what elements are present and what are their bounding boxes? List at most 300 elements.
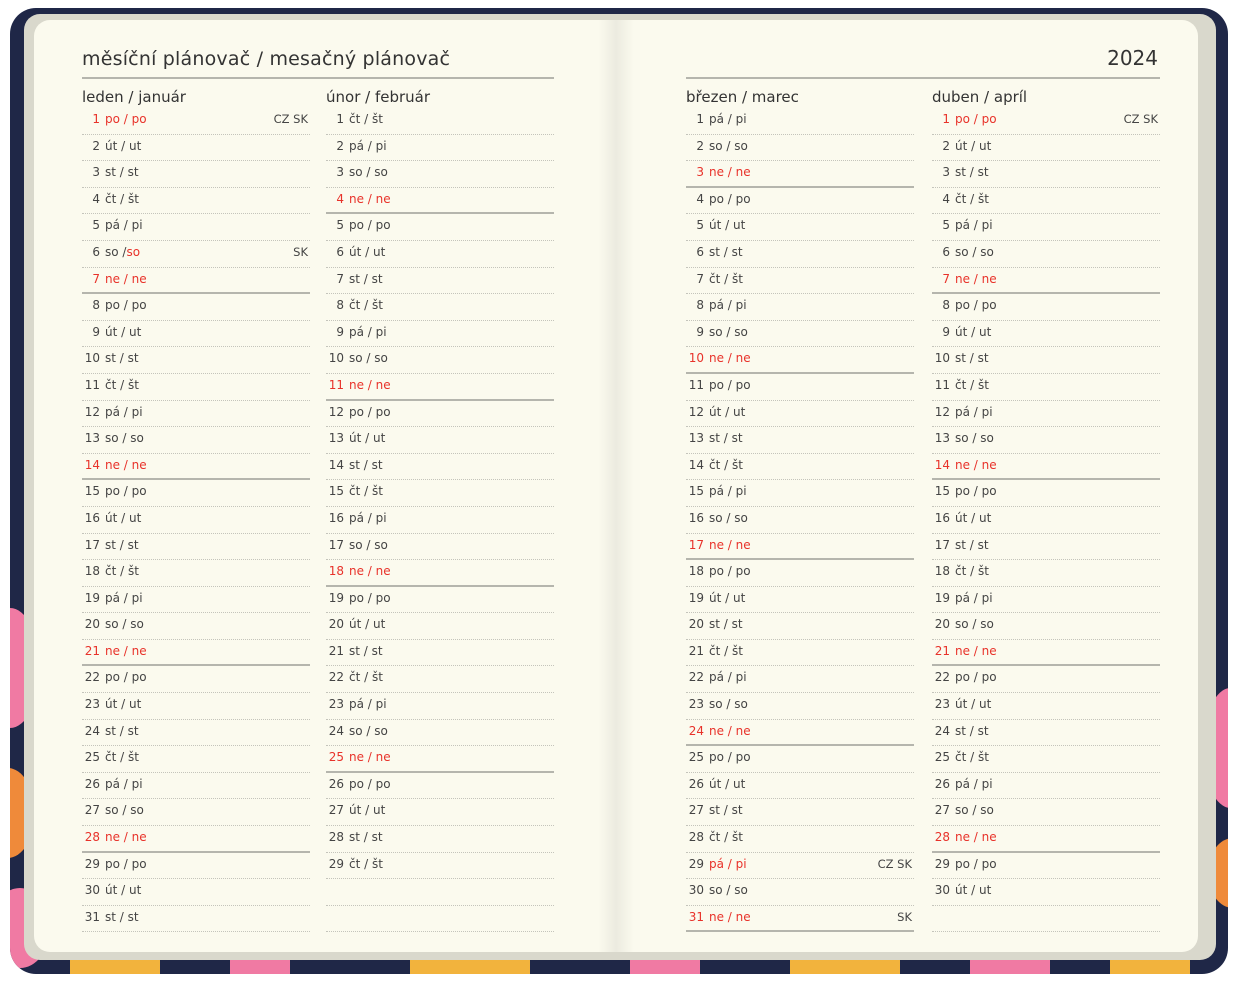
day-number: 18 <box>328 564 344 579</box>
day-number: 10 <box>688 351 704 366</box>
weekday-label: čt / št <box>105 377 139 392</box>
day-row[interactable] <box>686 268 914 295</box>
day-row[interactable] <box>686 135 914 162</box>
day-row[interactable] <box>326 108 554 135</box>
day-row[interactable] <box>686 241 914 268</box>
day-row[interactable] <box>686 161 914 188</box>
day-number: 2 <box>336 138 344 153</box>
day-row[interactable] <box>326 480 554 507</box>
day-row[interactable] <box>82 560 310 587</box>
day-number: 3 <box>696 165 704 180</box>
day-number: 15 <box>934 484 950 499</box>
weekday-label: pá / pi <box>105 776 143 791</box>
day-number: 4 <box>336 191 344 206</box>
day-row[interactable] <box>932 720 1160 747</box>
weekday-label: ne / ne <box>955 271 997 286</box>
day-number: 11 <box>84 377 100 392</box>
day-number: 11 <box>688 377 704 392</box>
month-column-february <box>326 86 554 932</box>
weekday-label: pá / pi <box>105 404 143 419</box>
day-row[interactable] <box>326 560 554 587</box>
day-number: 24 <box>84 723 100 738</box>
day-number: 15 <box>328 484 344 499</box>
cover-pattern-stripe <box>630 960 700 974</box>
day-row[interactable] <box>82 347 310 374</box>
day-number: 3 <box>336 165 344 180</box>
weekday-label: st / st <box>709 431 743 446</box>
day-row[interactable] <box>326 773 554 800</box>
day-row[interactable] <box>686 666 914 693</box>
day-number: 23 <box>688 697 704 712</box>
day-row[interactable] <box>82 188 310 215</box>
day-row[interactable] <box>932 401 1160 428</box>
weekday-label: so / so <box>105 431 144 446</box>
weekday-label: út / ut <box>105 510 142 525</box>
day-row[interactable] <box>82 906 310 933</box>
weekday-label: po / po <box>349 590 391 605</box>
day-row[interactable] <box>326 427 554 454</box>
day-number: 7 <box>696 271 704 286</box>
day-row[interactable] <box>326 587 554 614</box>
day-row[interactable] <box>686 906 914 933</box>
weekday-label: po / po <box>349 776 391 791</box>
day-number: 21 <box>84 643 100 658</box>
day-number: 21 <box>934 643 950 658</box>
day-number: 31 <box>688 909 704 924</box>
day-number: 22 <box>328 670 344 685</box>
weekday-label: út / ut <box>105 697 142 712</box>
day-number: 16 <box>84 510 100 525</box>
day-row[interactable] <box>686 480 914 507</box>
weekday-label: st / st <box>105 537 139 552</box>
day-number: 5 <box>696 218 704 233</box>
day-number: 9 <box>336 324 344 339</box>
weekday-label: čt / št <box>349 298 383 313</box>
weekday-label: st / st <box>709 617 743 632</box>
weekday-label: pá / pi <box>349 697 387 712</box>
day-row[interactable] <box>326 826 554 853</box>
day-number: 22 <box>934 670 950 685</box>
day-row[interactable] <box>326 374 554 401</box>
day-row[interactable] <box>686 294 914 321</box>
day-row[interactable] <box>932 427 1160 454</box>
day-number: 14 <box>934 457 950 472</box>
weekday-label: st / st <box>349 457 383 472</box>
day-number: 21 <box>688 643 704 658</box>
day-row[interactable] <box>686 746 914 773</box>
weekday-label: pá / pi <box>349 510 387 525</box>
day-number: 9 <box>92 324 100 339</box>
weekday-label: pá / pi <box>709 670 747 685</box>
day-row[interactable] <box>82 427 310 454</box>
day-number: 1 <box>942 112 950 126</box>
day-number: 10 <box>934 351 950 366</box>
day-row[interactable] <box>82 480 310 507</box>
day-row[interactable] <box>82 720 310 747</box>
day-row[interactable] <box>686 321 914 348</box>
day-row[interactable] <box>326 534 554 561</box>
month-name: únor / február <box>326 88 431 106</box>
weekday-label: čt / št <box>349 856 383 871</box>
day-row[interactable] <box>326 879 554 906</box>
weekday-label: út / ut <box>105 883 142 898</box>
day-row[interactable] <box>932 480 1160 507</box>
weekday-label: st / st <box>709 803 743 818</box>
weekday-label: ne / ne <box>709 537 751 552</box>
day-number: 26 <box>688 776 704 791</box>
day-number: 20 <box>328 617 344 632</box>
day-row[interactable] <box>932 268 1160 295</box>
day-row[interactable] <box>932 613 1160 640</box>
day-row[interactable] <box>686 534 914 561</box>
day-row[interactable] <box>932 321 1160 348</box>
weekday-label: st / st <box>105 351 139 366</box>
day-row[interactable] <box>686 401 914 428</box>
day-row[interactable] <box>932 693 1160 720</box>
day-row[interactable] <box>82 693 310 720</box>
day-row[interactable] <box>326 507 554 534</box>
weekday-label: ne / ne <box>709 723 751 738</box>
day-row[interactable] <box>82 321 310 348</box>
day-row[interactable] <box>932 534 1160 561</box>
weekday-label: po / po <box>709 377 751 392</box>
weekday-label: st / st <box>955 165 989 180</box>
day-row[interactable] <box>932 746 1160 773</box>
day-number: 30 <box>688 883 704 898</box>
holiday-marker: CZ SK <box>273 112 308 126</box>
day-row[interactable] <box>932 666 1160 693</box>
day-row[interactable] <box>82 746 310 773</box>
day-number: 8 <box>92 298 100 313</box>
day-row[interactable] <box>326 454 554 481</box>
day-row[interactable] <box>82 507 310 534</box>
holiday-marker: SK <box>293 244 308 259</box>
day-number: 25 <box>934 750 950 765</box>
weekday-label: ne / ne <box>349 377 391 392</box>
day-row[interactable] <box>326 161 554 188</box>
day-row[interactable] <box>686 214 914 241</box>
day-number: 8 <box>696 298 704 313</box>
day-number: 13 <box>84 431 100 446</box>
day-row[interactable] <box>686 613 914 640</box>
day-number: 13 <box>688 431 704 446</box>
day-number: 19 <box>688 590 704 605</box>
day-number: 11 <box>934 377 950 392</box>
weekday-label: so / so <box>709 883 748 898</box>
day-row[interactable] <box>82 161 310 188</box>
day-number: 9 <box>696 324 704 339</box>
day-number: 22 <box>688 670 704 685</box>
weekday-label: út / ut <box>955 324 992 339</box>
weekday-label: čt / št <box>955 191 989 206</box>
weekday-label: so / so <box>349 723 388 738</box>
day-number: 25 <box>84 750 100 765</box>
day-row[interactable] <box>686 347 914 374</box>
day-number: 22 <box>84 670 100 685</box>
day-number: 4 <box>942 191 950 206</box>
day-row[interactable] <box>82 268 310 295</box>
day-number: 25 <box>328 750 344 765</box>
day-row[interactable] <box>82 374 310 401</box>
weekday-label: pá / pi <box>955 776 993 791</box>
day-row[interactable] <box>686 693 914 720</box>
day-row[interactable] <box>82 613 310 640</box>
weekday-label: po / po <box>709 191 751 206</box>
weekday-label: út / ut <box>349 803 386 818</box>
weekday-label: út / ut <box>349 617 386 632</box>
weekday-label: so / so <box>955 431 994 446</box>
day-number: 15 <box>84 484 100 499</box>
day-number: 9 <box>942 324 950 339</box>
day-row[interactable] <box>82 666 310 693</box>
day-row[interactable] <box>932 587 1160 614</box>
day-number: 27 <box>84 803 100 818</box>
weekday-label: st / st <box>105 723 139 738</box>
day-number: 1 <box>336 112 344 126</box>
day-row[interactable] <box>686 587 914 614</box>
month-column-march <box>686 86 914 932</box>
weekday-label: ne / ne <box>105 643 147 658</box>
weekday-label: so / so <box>955 803 994 818</box>
day-row[interactable] <box>82 879 310 906</box>
day-row[interactable] <box>82 454 310 481</box>
day-number: 29 <box>934 856 950 871</box>
weekday-label: ne / ne <box>709 909 751 924</box>
day-number: 20 <box>84 617 100 632</box>
day-number: 25 <box>688 750 704 765</box>
day-row[interactable] <box>686 560 914 587</box>
day-row[interactable] <box>326 666 554 693</box>
weekday-label: so / so <box>955 244 994 259</box>
day-number: 28 <box>328 830 344 845</box>
day-row[interactable] <box>82 853 310 880</box>
day-row[interactable] <box>932 640 1160 667</box>
weekday-label: so / so <box>349 165 388 180</box>
day-row[interactable] <box>82 108 310 135</box>
day-number: 23 <box>934 697 950 712</box>
day-row[interactable] <box>326 241 554 268</box>
holiday-marker: SK <box>897 909 912 924</box>
day-row[interactable] <box>326 613 554 640</box>
cover-pattern-stripe <box>410 960 530 974</box>
day-row[interactable] <box>82 401 310 428</box>
day-row[interactable] <box>326 906 554 933</box>
day-row[interactable] <box>82 799 310 826</box>
day-row[interactable] <box>686 879 914 906</box>
day-row[interactable] <box>932 879 1160 906</box>
day-number: 7 <box>942 271 950 286</box>
day-row[interactable] <box>326 799 554 826</box>
title-divider <box>82 77 554 79</box>
month-column-january <box>82 86 310 932</box>
day-row[interactable] <box>82 587 310 614</box>
weekday-label-sk: so <box>126 244 141 259</box>
weekday-label: ne / ne <box>709 165 751 180</box>
day-row[interactable] <box>326 321 554 348</box>
day-row[interactable] <box>932 161 1160 188</box>
day-number: 23 <box>84 697 100 712</box>
day-row[interactable] <box>932 560 1160 587</box>
day-row[interactable] <box>326 720 554 747</box>
day-number: 6 <box>696 244 704 259</box>
weekday-label: pá / pi <box>709 484 747 499</box>
day-row[interactable] <box>326 135 554 162</box>
day-row[interactable] <box>932 241 1160 268</box>
day-number: 19 <box>328 590 344 605</box>
cover-pattern-stripe <box>1110 960 1190 974</box>
day-number: 5 <box>336 218 344 233</box>
day-row[interactable] <box>326 401 554 428</box>
day-number: 16 <box>328 510 344 525</box>
day-number: 14 <box>688 457 704 472</box>
day-row[interactable] <box>932 294 1160 321</box>
weekday-label: čt / št <box>349 484 383 499</box>
weekday-label: so / <box>105 244 127 259</box>
weekday-label: čt / št <box>709 643 743 658</box>
weekday-label: pá / pi <box>105 218 143 233</box>
day-row[interactable] <box>326 347 554 374</box>
day-row[interactable] <box>932 799 1160 826</box>
day-row[interactable] <box>82 826 310 853</box>
weekday-label: so / so <box>105 617 144 632</box>
day-row[interactable] <box>326 693 554 720</box>
day-number: 10 <box>328 351 344 366</box>
weekday-label: út / ut <box>955 138 992 153</box>
day-number: 2 <box>942 138 950 153</box>
weekday-label: út / ut <box>349 431 386 446</box>
day-row[interactable] <box>932 214 1160 241</box>
day-number: 27 <box>934 803 950 818</box>
day-row[interactable] <box>82 534 310 561</box>
day-row[interactable] <box>326 294 554 321</box>
weekday-label: čt / št <box>955 377 989 392</box>
day-row[interactable] <box>686 427 914 454</box>
day-row[interactable] <box>326 853 554 880</box>
day-row[interactable] <box>686 720 914 747</box>
day-number: 18 <box>688 564 704 579</box>
weekday-label: čt / št <box>349 112 383 126</box>
day-row[interactable] <box>932 374 1160 401</box>
weekday-label: st / st <box>955 723 989 738</box>
weekday-label: út / ut <box>709 776 746 791</box>
day-number: 24 <box>688 723 704 738</box>
day-row[interactable] <box>932 188 1160 215</box>
day-number: 28 <box>934 830 950 845</box>
day-number: 5 <box>92 218 100 233</box>
weekday-label: pá / pi <box>955 404 993 419</box>
day-number: 13 <box>328 431 344 446</box>
weekday-label: po / po <box>105 856 147 871</box>
weekday-label: ne / ne <box>105 457 147 472</box>
day-row[interactable] <box>932 906 1160 933</box>
weekday-label: st / st <box>955 351 989 366</box>
day-row[interactable] <box>686 773 914 800</box>
weekday-label: ne / ne <box>955 457 997 472</box>
day-number: 19 <box>84 590 100 605</box>
day-number: 17 <box>328 537 344 552</box>
weekday-label: út / ut <box>955 883 992 898</box>
day-row[interactable] <box>932 347 1160 374</box>
day-number: 24 <box>934 723 950 738</box>
day-number: 7 <box>336 271 344 286</box>
day-row[interactable] <box>82 214 310 241</box>
day-row[interactable] <box>932 135 1160 162</box>
day-row[interactable] <box>82 241 310 268</box>
day-row[interactable] <box>932 108 1160 135</box>
year-label: 2024 <box>1107 46 1158 70</box>
day-number: 27 <box>328 803 344 818</box>
weekday-label: út / ut <box>709 590 746 605</box>
weekday-label: so / so <box>349 537 388 552</box>
weekday-label: út / ut <box>105 324 142 339</box>
day-number: 30 <box>84 883 100 898</box>
day-row[interactable] <box>686 454 914 481</box>
day-row[interactable] <box>82 135 310 162</box>
cover-pattern-stripe <box>70 960 160 974</box>
weekday-label: st / st <box>709 244 743 259</box>
day-row[interactable] <box>326 268 554 295</box>
day-row[interactable] <box>932 507 1160 534</box>
weekday-label: čt / št <box>349 670 383 685</box>
day-row[interactable] <box>932 773 1160 800</box>
day-number: 29 <box>84 856 100 871</box>
weekday-label: so / so <box>349 351 388 366</box>
weekday-label: čt / št <box>955 564 989 579</box>
weekday-label: út / ut <box>955 697 992 712</box>
day-number: 3 <box>942 165 950 180</box>
day-row[interactable] <box>326 746 554 773</box>
day-row[interactable] <box>686 853 914 880</box>
day-row[interactable] <box>932 454 1160 481</box>
day-row[interactable] <box>686 799 914 826</box>
weekday-label: čt / št <box>709 830 743 845</box>
day-row[interactable] <box>932 826 1160 853</box>
weekday-label: po / po <box>709 750 751 765</box>
day-row[interactable] <box>82 294 310 321</box>
weekday-label: so / so <box>709 510 748 525</box>
day-number: 4 <box>92 191 100 206</box>
day-row[interactable] <box>686 507 914 534</box>
day-number: 2 <box>92 138 100 153</box>
day-number: 1 <box>696 112 704 126</box>
day-row[interactable] <box>82 773 310 800</box>
weekday-label: po / po <box>105 112 147 126</box>
weekday-label: po / po <box>349 218 391 233</box>
day-row[interactable] <box>686 826 914 853</box>
day-row[interactable] <box>686 640 914 667</box>
weekday-label: po / po <box>105 670 147 685</box>
day-row[interactable] <box>686 108 914 135</box>
day-number: 21 <box>328 643 344 658</box>
day-number: 26 <box>328 776 344 791</box>
day-number: 2 <box>696 138 704 153</box>
day-row[interactable] <box>686 374 914 401</box>
weekday-label: ne / ne <box>955 643 997 658</box>
day-row[interactable] <box>932 853 1160 880</box>
holiday-marker: CZ SK <box>1123 112 1158 126</box>
cover-pattern-stripe <box>970 960 1050 974</box>
day-number: 6 <box>92 244 100 259</box>
day-number: 12 <box>934 404 950 419</box>
day-row[interactable] <box>326 214 554 241</box>
day-row[interactable] <box>326 188 554 215</box>
day-row[interactable] <box>686 188 914 215</box>
day-row[interactable] <box>326 640 554 667</box>
weekday-label: po / po <box>955 670 997 685</box>
month-name: duben / apríl <box>932 88 1028 106</box>
day-row[interactable] <box>82 640 310 667</box>
weekday-label: čt / št <box>955 750 989 765</box>
